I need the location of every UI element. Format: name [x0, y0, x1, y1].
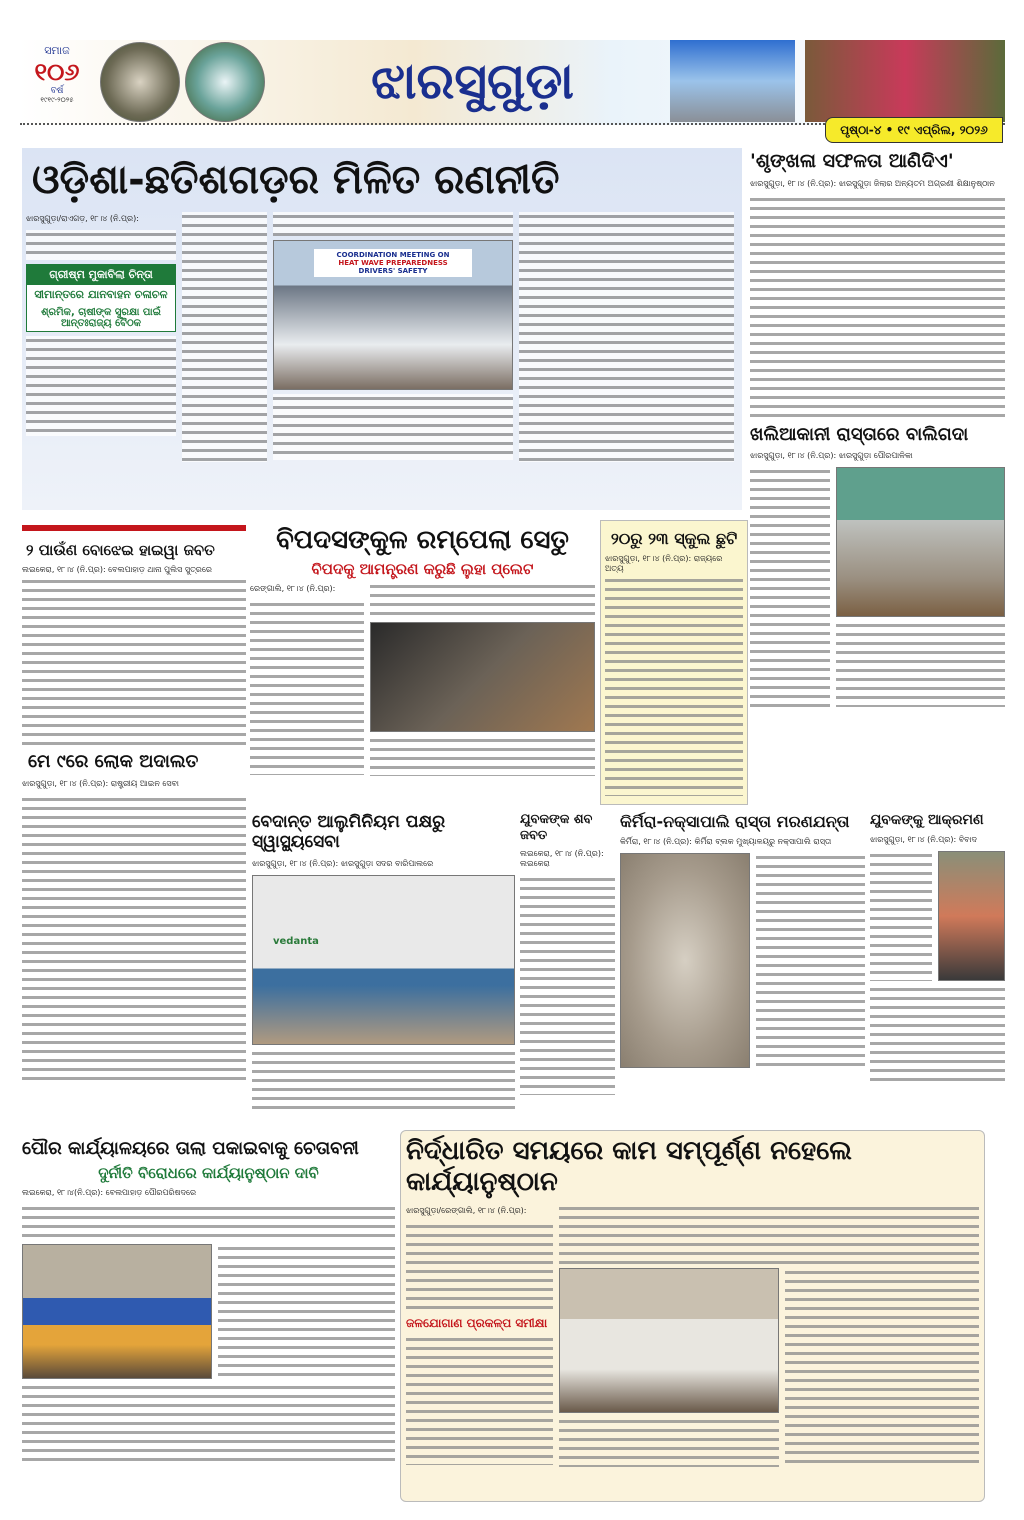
logo: ସମାଜ ୧୦୬ ବର୍ଷ ୧୯୧୯-୨୦୨୫: [34, 44, 80, 104]
deadline-headline: ନିର୍ଦ୍ଧାରିତ ସମୟରେ କାମ ସମ୍ପୂର୍ଣ୍ଣ ନହେଲେ କାର୍ଯ୍ୟାନୁଷ୍ଠାନ: [406, 1136, 852, 1198]
damaged-road-photo: [620, 853, 750, 1068]
right-column: 'ଶୃଙ୍ଖଳା ସଫଳତା ଆଣିଦିଏ' ଝାରସୁଗୁଡ଼ା, ୧୮।୪ (ନି.ପ୍ର): ଝାରସୁଗୁଡ଼ା ଜିଲାର ଅନ୍ୟତମ ଅଗ୍ରଣୀ ଶିକ୍ଷାନୁଷ୍ଠାନ ଖଲିଆକାନୀ ରାସ୍ତାରେ ବାଲିଗଦା ଝାରସୁଗୁଡ଼ା, ୧୮।୪ (ନି.ପ୍ର): ଝାରସୁଗୁଡ଼ା ପୌରପାଳିକା: [750, 150, 1005, 707]
sand-headline: ଖଲିଆକାନୀ ରାସ୍ତାରେ ବାଲିଗଦା: [750, 423, 969, 445]
deadline-story: ନିର୍ଦ୍ଧାରିତ ସମୟରେ କାମ ସମ୍ପୂର୍ଣ୍ଣ ନହେଲେ କାର୍ଯ୍ୟାନୁଷ୍ଠାନ ଝାରସୁଗୁଡ଼ା/ରେଙ୍ଗାଲି, ୧୮।୪ (ନି.ପ୍ର): ଜଳଯୋଗାଣ ପ୍ରକଳ୍ପ ସମୀକ୍ଷା: [400, 1130, 985, 1502]
attack-headline: ଯୁବକଙ୍କୁ ଆକ୍ରମଣ: [870, 812, 984, 828]
hyva-story: ୨ ପାଉଁଣ ବୋଝେଇ ହାଇୱା ଜବତ ଲଇକେରା, ୧୮।୪ (ନି.ପ୍ର): ବେଲପାହାଡ଼ ଥାନା ପୁଲିସ ସୁତ୍ରରେ: [22, 525, 246, 747]
municipal-headline: ପୌର କାର୍ଯ୍ୟାଳୟରେ ତାଲା ପକାଇବାକୁ ଚେତାବନୀ: [22, 1138, 359, 1159]
temple-photo: [805, 40, 1005, 122]
deadline-subhead: ଜଳଯୋଗାଣ ପ୍ରକଳ୍ପ ସମୀକ୍ଷା: [406, 1316, 548, 1331]
health-camp-photo: vedanta: [252, 875, 515, 1045]
attack-story: ଯୁବକଙ୍କୁ ଆକ୍ରମଣ ଝାରସୁଗୁଡ଼ା, ୧୮।୪ (ନି.ପ୍ର): ବିବାଦ: [870, 812, 1005, 1085]
industry-photo: [670, 40, 795, 122]
court-headline: ମେ ୯ରେ ଲୋକ ଅଦାଲତ: [28, 751, 199, 772]
left-column: ୨ ପାଉଁଣ ବୋଝେଇ ହାଇୱା ଜବତ ଲଇକେରା, ୧୮।୪ (ନି.ପ୍ର): ବେଲପାହାଡ଼ ଥାନା ପୁଲିସ ସୁତ୍ରରେ ମେ ୯ରେ ଲୋକ ଅଦାଲତ ଝାରସୁଗୁଡ଼ା, ୧୮।୪ (ନି.ପ୍ର): ରାଷ୍ଟ୍ରୀୟ ଆଇନ ସେବା: [22, 525, 246, 1085]
body-story: ଯୁବକଙ୍କ ଶବ ଜବତ ଲଇକେରା, ୧୮।୪ (ନି.ପ୍ର): ଲଇକେରା: [520, 812, 615, 1095]
sand-road-photo: [836, 467, 1005, 617]
vedanta-headline: ବେଦାନ୍ତ ଆଲୁମିନିୟମ ପକ୍ଷରୁ ସ୍ୱାସ୍ଥ୍ୟସେବା: [252, 812, 446, 853]
review-meeting-photo: [559, 1268, 779, 1413]
road-headline: କିର୍ମିରା-ନକ୍ସାପାଲି ରାସ୍ତା ମରଣଯନ୍ତା: [620, 812, 850, 831]
bridge-story: ବିପଦସଙ୍କୁଳ ରମ୍ପେଲା ସେତୁ ବିପଦକୁ ଆମନ୍ତ୍ରଣ କରୁଛି ଲୁହା ପ୍ଲେଟ ରେଙ୍ଗାଲି, ୧୮।୪ (ନି.ପ୍ର):: [250, 525, 595, 776]
masthead: [20, 40, 1005, 125]
bridge-subhead: ବିପଦକୁ ଆମନ୍ତ୍ରଣ କରୁଛି ଲୁହା ପ୍ଲେଟ: [311, 560, 534, 579]
page-date-tag: ପୃଷ୍ଠା-୪ • ୧୯ ଏପ୍ରିଲ, ୨୦୨୬: [825, 117, 1003, 143]
municipal-subhead: ଦୁର୍ନୀତି ବିରୋଧରେ କାର୍ଯ୍ୟାନୁଷ୍ଠାନ ଦାବି: [98, 1163, 319, 1182]
bridge-photo: [370, 622, 595, 732]
highlight-box: ଗ୍ରୀଷ୍ମ ମୁକାବିଲା ଚିନ୍ତା ସୀମାନ୍ତରେ ଯାନବାହନ ଚଳାଚଳ ଶ୍ରମିକ, ଚାଷୀଙ୍କ ସୁରକ୍ଷା ପାଇଁ ଆନ୍ତଃରାଜ୍ୟ ବୈଠକ: [26, 264, 176, 332]
municipal-story: ପୌର କାର୍ଯ୍ୟାଳୟରେ ତାଲା ପକାଇବାକୁ ଚେତାବନୀ ଦୁର୍ନୀତି ବିରୋଧରେ କାର୍ଯ୍ୟାନୁଷ୍ଠାନ ଦାବି ଲଇକେରା, ୧୮।୪(ନି.ପ୍ର): ବେଲପାହାଡ଼ ପୌରପରିଷଦରେ: [22, 1138, 395, 1463]
bridge-headline: ବିପଦସଙ୍କୁଳ ରମ୍ପେଲା ସେତୁ: [276, 525, 569, 555]
school-story: ୨୦ରୁ ୨୩ ସ୍କୁଲ ଛୁଟି ଝାରସୁଗୁଡ଼ା, ୧୮।୪ (ନି.ପ୍ର): ରାଜ୍ୟରେ ଅତ୍ୟ: [600, 520, 748, 805]
protest-photo: [22, 1244, 212, 1379]
main-story: ଓଡ଼ିଶା-ଛତିଶଗଡ଼ର ମିଳିତ ରଣନୀତି ଝାରସୁଗୁଡ଼ା/ରାଏଗଡ଼, ୧୮।୪ (ନି.ପ୍ର): ଗ୍ରୀଷ୍ମ ମୁକାବିଲା ଚିନ୍ତା ସୀମାନ୍ତରେ ଯାନବାହନ ଚଳାଚଳ ଶ୍ରମିକ, ଚାଷୀଙ୍କ ସୁରକ୍ଷା ପାଇଁ ଆନ୍ତଃରାଜ୍ୟ ବୈଠକ COORDINATION MEETING ON HEAT WAVE PREPAREDNESS DRIVERS' SAFETY: [22, 148, 742, 510]
road-story: କିର୍ମିରା-ନକ୍ସାପାଲି ରାସ୍ତା ମରଣଯନ୍ତା କିର୍ମିରା, ୧୮।୪ (ନି.ପ୍ର): କିର୍ମିରା ବ୍ଲକ ମୁଖ୍ୟାଳୟରୁ ନକ୍ସାପାଲି ରାସ୍ତା: [620, 812, 865, 1068]
waterfall-photo: [100, 42, 180, 122]
vedanta-story: ବେଦାନ୍ତ ଆଲୁମିନିୟମ ପକ୍ଷରୁ ସ୍ୱାସ୍ଥ୍ୟସେବା ଝାରସୁଗୁଡ଼ା, ୧୮।୪ (ନି.ପ୍ର): ଝାରସୁଗୁଡ଼ା ସଦର ବାରିପାଲରେ vedanta: [252, 812, 515, 1109]
main-headline: ଓଡ଼ିଶା-ଛତିଶଗଡ଼ର ମିଳିତ ରଣନୀତି: [32, 157, 560, 203]
meeting-photo: COORDINATION MEETING ON HEAT WAVE PREPAREDNESS DRIVERS' SAFETY: [273, 240, 513, 390]
discipline-headline: 'ଶୃଙ୍ଖଳା ସଫଳତା ଆଣିଦିଏ': [750, 150, 954, 172]
waterfall-photo-2: [185, 42, 265, 122]
victim-photo: [938, 851, 1005, 981]
body-headline: ଯୁବକଙ୍କ ଶବ ଜବତ: [520, 812, 593, 843]
masthead-title: ଝାରସୁଗୁଡ଼ା: [371, 52, 574, 110]
